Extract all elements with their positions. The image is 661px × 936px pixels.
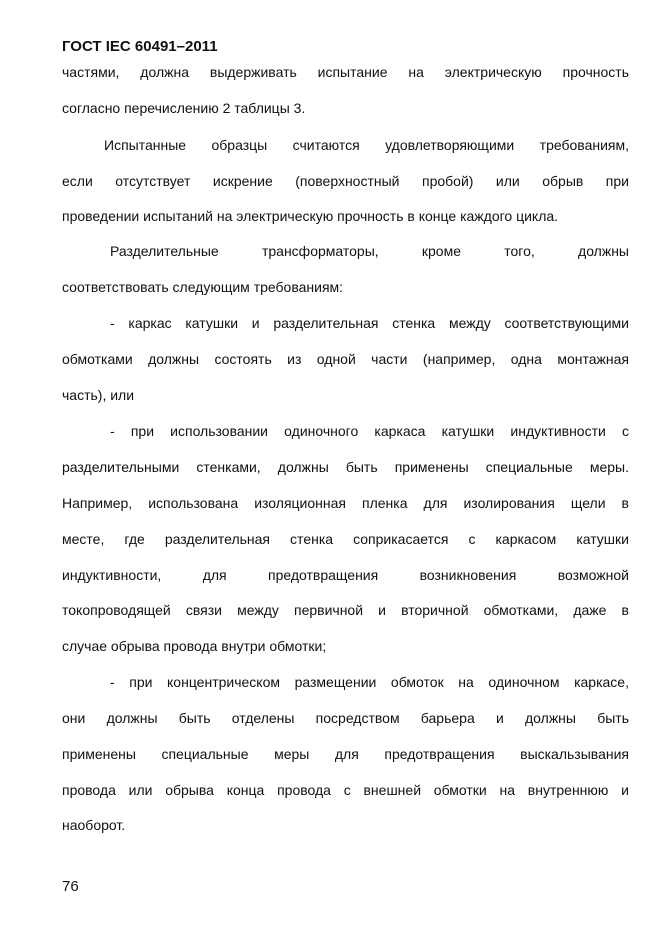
- text-line: месте, где разделительная стенка соприкасается с каркасом катушки: [62, 531, 629, 547]
- document-header: ГОСТ IEC 60491–2011: [62, 38, 218, 55]
- text-line: индуктивности, для предотвращения возникновения возможной: [62, 567, 629, 583]
- text-line: - при использовании одиночного каркаса катушки индуктивности с: [110, 423, 629, 439]
- text-line: они должны быть отделены посредством барьера и должны быть: [62, 710, 629, 726]
- text-line: разделительными стенками, должны быть применены специальные меры.: [62, 459, 629, 475]
- text-line: - при концентрическом размещении обмоток на одиночном каркасе,: [110, 674, 629, 690]
- text-line: Испытанные образцы считаются удовлетворяющими требованиям,: [104, 137, 629, 153]
- text-line: применены специальные меры для предотвращения выскальзывания: [62, 746, 629, 762]
- text-line: - каркас катушки и разделительная стенка между соответствующими: [110, 315, 629, 331]
- text-line: наоборот.: [62, 817, 126, 833]
- text-line: провода или обрыва конца провода с внешней обмотки на внутреннюю и: [62, 782, 629, 798]
- page-number: 76: [62, 878, 79, 895]
- text-line: согласно перечислению 2 таблицы 3.: [62, 100, 306, 116]
- text-line: Разделительные трансформаторы, кроме того, должны: [110, 243, 629, 259]
- text-line: часть), или: [62, 387, 135, 403]
- text-line: если отсутствует искрение (поверхностный пробой) или обрыв при: [62, 173, 629, 189]
- text-line: случае обрыва провода внутри обмотки;: [62, 638, 327, 654]
- text-line: соответствовать следующим требованиям:: [62, 279, 344, 295]
- text-line: обмотками должны состоять из одной части (например, одна монтажная: [62, 351, 629, 367]
- text-line: токопроводящей связи между первичной и вторичной обмотками, даже в: [62, 602, 629, 618]
- text-line: Например, использована изоляционная пленка для изолирования щели в: [62, 495, 629, 511]
- text-line: частями, должна выдерживать испытание на электрическую прочность: [62, 64, 629, 80]
- text-line: проведении испытаний на электрическую прочность в конце каждого цикла.: [62, 208, 559, 224]
